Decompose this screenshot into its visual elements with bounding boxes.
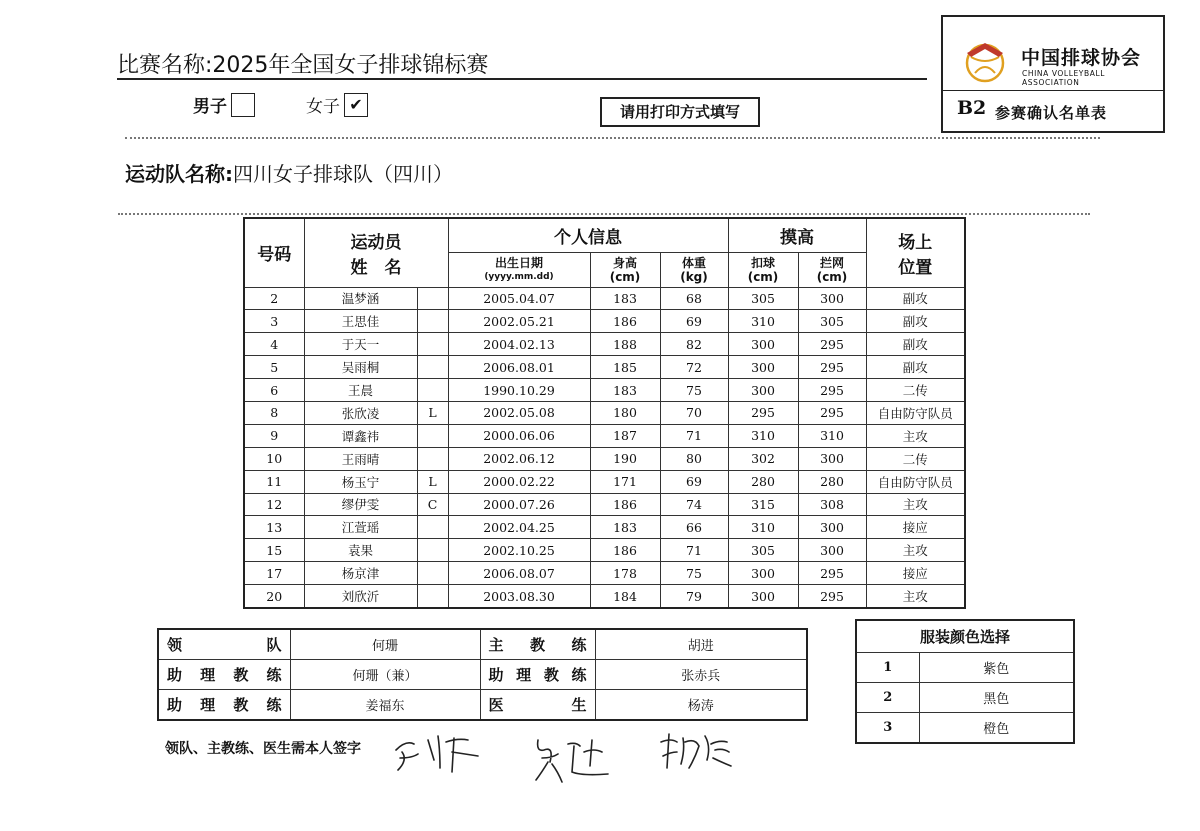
- col-weight-label: 体重: [681, 255, 706, 270]
- col-spike: [728, 252, 798, 287]
- player-role: [417, 585, 448, 608]
- player-dob: 2000.06.06: [448, 424, 590, 447]
- team-name: 四川女子排球队（四川）: [233, 162, 453, 186]
- col-height-label: 身高: [612, 255, 637, 270]
- competition-underline: [117, 78, 927, 80]
- player-weight: 68: [660, 287, 728, 310]
- player-number: 13: [244, 516, 304, 539]
- player-spike: 300: [728, 585, 798, 608]
- player-name: 张欣凌: [304, 401, 417, 424]
- leader-label: 领队: [158, 629, 290, 660]
- player-dob: 2002.10.25: [448, 539, 590, 562]
- uniform-option-number: 1: [856, 653, 919, 683]
- player-weight: 71: [660, 539, 728, 562]
- player-name: 袁果: [304, 539, 417, 562]
- uniform-option-color: 紫色: [919, 653, 1074, 683]
- volleyball-emblem-icon: [963, 39, 1007, 83]
- player-spike: 310: [728, 424, 798, 447]
- player-role: [417, 356, 448, 379]
- assistant-coach-3-value: 姜福东: [290, 690, 480, 721]
- player-dob: 2006.08.01: [448, 356, 590, 379]
- head-coach-label: 主教练: [480, 629, 595, 660]
- head-coach-signature: [528, 732, 623, 784]
- player-block: 300: [798, 287, 866, 310]
- player-number: 4: [244, 333, 304, 356]
- player-number: 5: [244, 356, 304, 379]
- player-spike: 310: [728, 310, 798, 333]
- roster-table: [243, 217, 966, 609]
- association-logo-box: [941, 15, 1165, 133]
- player-block: 308: [798, 493, 866, 516]
- player-number: 15: [244, 539, 304, 562]
- men-label: 男子: [193, 97, 227, 117]
- men-option[interactable]: [193, 92, 255, 117]
- player-role: C: [417, 493, 448, 516]
- player-number: 2: [244, 287, 304, 310]
- player-block: 295: [798, 585, 866, 608]
- player-position: 主攻: [866, 585, 965, 608]
- player-height: 185: [590, 356, 660, 379]
- player-height: 183: [590, 379, 660, 402]
- player-position: 主攻: [866, 424, 965, 447]
- player-position: 自由防守队员: [866, 401, 965, 424]
- table-row: [244, 585, 965, 608]
- association-name-en: CHINA VOLLEYBALL ASSOCIATION: [1022, 69, 1106, 87]
- player-role: L: [417, 401, 448, 424]
- player-height: 184: [590, 585, 660, 608]
- col-position-line2: 位置: [898, 257, 933, 278]
- table-row: [158, 690, 807, 721]
- player-position: 副攻: [866, 310, 965, 333]
- uniform-color-table: [855, 619, 1075, 744]
- player-role: L: [417, 470, 448, 493]
- player-height: 187: [590, 424, 660, 447]
- player-spike: 310: [728, 516, 798, 539]
- player-dob: 2000.02.22: [448, 470, 590, 493]
- player-height: 186: [590, 539, 660, 562]
- col-position-line1: 场上: [898, 232, 933, 253]
- player-dob: 2002.04.25: [448, 516, 590, 539]
- player-role: [417, 333, 448, 356]
- player-name: 于天一: [304, 333, 417, 356]
- signature-note: 领队、主教练、医生需本人签字: [165, 741, 361, 757]
- player-role: [417, 562, 448, 585]
- table-row: [244, 424, 965, 447]
- player-spike: 295: [728, 401, 798, 424]
- assistant-coach-2-label: 助理教练: [480, 660, 595, 690]
- player-height: 178: [590, 562, 660, 585]
- player-block: 305: [798, 310, 866, 333]
- player-block: 295: [798, 401, 866, 424]
- player-number: 6: [244, 379, 304, 402]
- col-height: [590, 252, 660, 287]
- table-row: [158, 629, 807, 660]
- player-dob: 2005.04.07: [448, 287, 590, 310]
- player-dob: 2006.08.07: [448, 562, 590, 585]
- staff-table: [157, 628, 808, 721]
- player-dob: 2002.05.21: [448, 310, 590, 333]
- player-dob: 1990.10.29: [448, 379, 590, 402]
- player-height: 171: [590, 470, 660, 493]
- player-position: 接应: [866, 516, 965, 539]
- women-option[interactable]: [306, 92, 368, 117]
- player-name: 王思佳: [304, 310, 417, 333]
- col-athlete-line1: 运动员: [350, 232, 402, 253]
- player-block: 280: [798, 470, 866, 493]
- doctor-value: 杨涛: [595, 690, 807, 721]
- player-block: 300: [798, 516, 866, 539]
- assistant-coach-label: 助理教练: [158, 660, 290, 690]
- player-weight: 66: [660, 516, 728, 539]
- player-number: 20: [244, 585, 304, 608]
- table-row: [856, 713, 1074, 744]
- player-number: 3: [244, 310, 304, 333]
- player-height: 190: [590, 447, 660, 470]
- player-weight: 71: [660, 424, 728, 447]
- player-position: 副攻: [866, 287, 965, 310]
- col-position: [866, 218, 965, 287]
- player-height: 186: [590, 493, 660, 516]
- competition-title: [117, 48, 488, 79]
- player-block: 310: [798, 424, 866, 447]
- table-row: [244, 333, 965, 356]
- player-weight: 80: [660, 447, 728, 470]
- player-height: 183: [590, 516, 660, 539]
- table-row: [158, 660, 807, 690]
- table-row: [244, 447, 965, 470]
- player-role: [417, 379, 448, 402]
- col-block: [798, 252, 866, 287]
- player-weight: 74: [660, 493, 728, 516]
- player-spike: 300: [728, 379, 798, 402]
- team-title: [125, 158, 453, 187]
- uniform-option-color: 橙色: [919, 713, 1074, 744]
- player-role: [417, 539, 448, 562]
- player-weight: 69: [660, 310, 728, 333]
- player-name: 吴雨桐: [304, 356, 417, 379]
- player-role: [417, 310, 448, 333]
- player-name: 杨玉宁: [304, 470, 417, 493]
- col-height-unit: (cm): [609, 269, 641, 284]
- table-row: [244, 401, 965, 424]
- player-block: 295: [798, 333, 866, 356]
- uniform-option-number: 2: [856, 683, 919, 713]
- player-weight: 82: [660, 333, 728, 356]
- player-spike: 302: [728, 447, 798, 470]
- player-name: 杨京津: [304, 562, 417, 585]
- table-row: [244, 379, 965, 402]
- player-block: 300: [798, 447, 866, 470]
- player-spike: 305: [728, 539, 798, 562]
- player-name: 王晨: [304, 379, 417, 402]
- col-block-label: 拦网: [819, 255, 844, 270]
- player-spike: 305: [728, 287, 798, 310]
- col-dob: [448, 252, 590, 287]
- player-number: 12: [244, 493, 304, 516]
- player-dob: 2000.07.26: [448, 493, 590, 516]
- player-position: 副攻: [866, 333, 965, 356]
- competition-label: 比赛名称:: [117, 53, 213, 78]
- player-spike: 300: [728, 562, 798, 585]
- table-row: [856, 653, 1074, 683]
- player-role: [417, 424, 448, 447]
- player-spike: 300: [728, 356, 798, 379]
- player-position: 二传: [866, 379, 965, 402]
- col-personal-info: 个人信息: [448, 218, 728, 252]
- men-checkbox[interactable]: [231, 93, 255, 117]
- player-dob: 2003.08.30: [448, 585, 590, 608]
- player-block: 295: [798, 356, 866, 379]
- print-notice: 请用打印方式填写: [600, 97, 760, 127]
- col-block-unit: (cm): [816, 269, 848, 284]
- uniform-color-title: 服装颜色选择: [856, 620, 1074, 653]
- col-dob-format: (yyyy.mm.dd): [484, 271, 554, 282]
- player-position: 二传: [866, 447, 965, 470]
- player-weight: 69: [660, 470, 728, 493]
- player-name: 王雨晴: [304, 447, 417, 470]
- player-block: 295: [798, 379, 866, 402]
- col-dob-label: 出生日期: [494, 255, 543, 270]
- player-position: 主攻: [866, 539, 965, 562]
- player-weight: 79: [660, 585, 728, 608]
- uniform-option-color: 黑色: [919, 683, 1074, 713]
- table-row: [244, 493, 965, 516]
- player-number: 11: [244, 470, 304, 493]
- player-dob: 2002.05.08: [448, 401, 590, 424]
- form-code: B2: [957, 97, 987, 119]
- player-name: 江萱瑶: [304, 516, 417, 539]
- player-height: 183: [590, 287, 660, 310]
- player-name: 缪伊雯: [304, 493, 417, 516]
- table-row: [244, 470, 965, 493]
- player-dob: 2002.06.12: [448, 447, 590, 470]
- player-dob: 2004.02.13: [448, 333, 590, 356]
- doctor-label: 医生: [480, 690, 595, 721]
- player-weight: 70: [660, 401, 728, 424]
- col-spike-label: 扣球: [750, 255, 775, 270]
- table-row: [244, 287, 965, 310]
- player-role: [417, 447, 448, 470]
- table-row: [244, 310, 965, 333]
- player-height: 186: [590, 310, 660, 333]
- uniform-option-number: 3: [856, 713, 919, 744]
- player-name: 谭鑫祎: [304, 424, 417, 447]
- player-role: [417, 516, 448, 539]
- leader-signature: [388, 730, 488, 775]
- player-number: 10: [244, 447, 304, 470]
- col-reach: 摸高: [728, 218, 866, 252]
- player-name: 刘欣沂: [304, 585, 417, 608]
- table-row: [244, 356, 965, 379]
- player-position: 自由防守队员: [866, 470, 965, 493]
- player-number: 8: [244, 401, 304, 424]
- col-number: 号码: [244, 218, 304, 287]
- col-weight-unit: (kg): [680, 269, 708, 284]
- association-name-cn: 中国排球协会: [1021, 47, 1142, 69]
- assistant-coach-value: 何珊（兼）: [290, 660, 480, 690]
- col-athlete-line2: 姓 名: [350, 257, 402, 278]
- col-spike-unit: (cm): [747, 269, 779, 284]
- player-position: 副攻: [866, 356, 965, 379]
- competition-name: 2025年全国女子排球锦标赛: [212, 53, 489, 78]
- table-row: [244, 516, 965, 539]
- women-label: 女子: [306, 97, 340, 117]
- player-spike: 300: [728, 333, 798, 356]
- dotted-divider-top: [125, 137, 1100, 139]
- player-height: 180: [590, 401, 660, 424]
- table-row: [244, 539, 965, 562]
- leader-value: 何珊: [290, 629, 480, 660]
- player-spike: 280: [728, 470, 798, 493]
- player-name: 温梦涵: [304, 287, 417, 310]
- player-position: 接应: [866, 562, 965, 585]
- player-height: 188: [590, 333, 660, 356]
- player-weight: 75: [660, 379, 728, 402]
- player-weight: 75: [660, 562, 728, 585]
- player-block: 300: [798, 539, 866, 562]
- player-block: 295: [798, 562, 866, 585]
- player-role: [417, 287, 448, 310]
- player-number: 9: [244, 424, 304, 447]
- table-row: [856, 683, 1074, 713]
- col-weight: [660, 252, 728, 287]
- women-checkbox[interactable]: ✔: [344, 93, 368, 117]
- logo-divider: [943, 90, 1163, 91]
- player-position: 主攻: [866, 493, 965, 516]
- head-coach-value: 胡进: [595, 629, 807, 660]
- player-spike: 315: [728, 493, 798, 516]
- team-label: 运动队名称:: [125, 162, 233, 186]
- doctor-signature: [655, 728, 740, 776]
- assistant-coach-2-value: 张赤兵: [595, 660, 807, 690]
- table-row: [244, 562, 965, 585]
- form-title: 参赛确认名单表: [995, 104, 1108, 122]
- player-number: 17: [244, 562, 304, 585]
- dotted-divider-bottom: [118, 213, 1090, 215]
- player-weight: 72: [660, 356, 728, 379]
- col-athlete: [304, 218, 448, 287]
- assistant-coach-3-label: 助理教练: [158, 690, 290, 721]
